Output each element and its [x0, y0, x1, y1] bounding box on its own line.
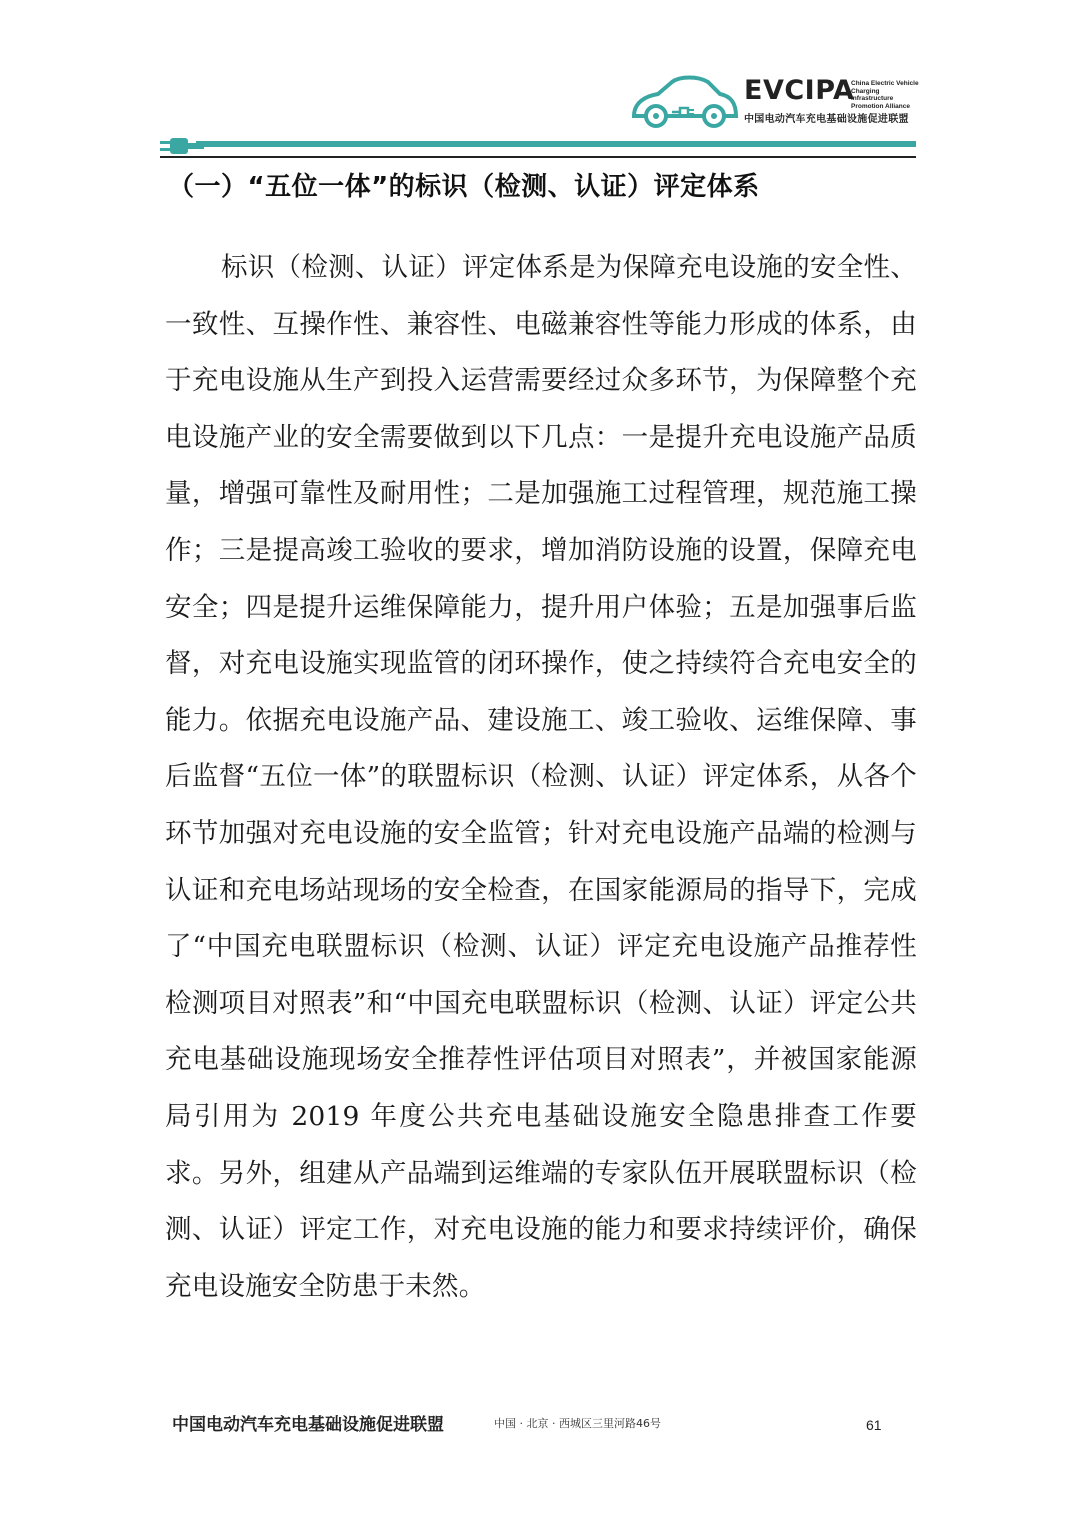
- logo-en-line: Promotion Alliance: [851, 102, 910, 110]
- logo-en-line: China Electric Vehicle: [851, 80, 919, 87]
- body-paragraph: 标识（检测、认证）评定体系是为保障充电设施的安全性、一致性、互操作性、兼容性、电磁兼容性等能力形成的体系，由于充电设施从生产到投入运营需要经过众多环节，为保障整个充电设施产业的安全需要做到以下几点：一是提升充电设施产品质量，增强可靠性及耐用性；二是加强施工过程管理，规范施工操作；三是提高竣工验收的要求，增加消防设施的设置，保障充电安全；四是提升运维保障能力，提升用户体验；五是加强事后监督，对充电设施实现监管的闭环操作，使之持续符合充电安全的能力。依据充电设施产品、建设施工、竣工验收、运维保障、事后监督“五位一体”的联盟标识（检测、认证）评定体系，从各个环节加强对充电设施的安全监管；针对充电设施产品端的检测与认证和充电场站现场的安全检查，在国家能源局的指导下，完成了“中国充电联盟标识（检测、认证）评定充电设施产品推荐性检测项目对照表”和“中国充电联盟标识（检测、认证）评定公共充电基础设施现场安全推荐性评估项目对照表”，并被国家能源局引用为 2019 年度公共充电基础设施安全隐患排查工作要求。另外，组建从产品端到运维端的专家队伍开展联盟标识（检测、认证）评定工作，对充电设施的能力和要求持续评价，确保充电设施安全防患于未然。: [165, 252, 917, 1302]
- logo-english-name: [851, 80, 923, 110]
- ev-car-logo-icon: [628, 72, 740, 130]
- logo-chinese-name: 中国电动汽车充电基础设施促进联盟: [744, 114, 909, 125]
- page-number: 61: [866, 1417, 882, 1433]
- header-rule-accent: [196, 141, 916, 147]
- section-title: （一）“五位一体”的标识（检测、认证）评定体系: [168, 172, 760, 202]
- header-rule: [160, 156, 916, 158]
- logo-title: EVCIPA: [744, 75, 855, 106]
- footer-address: 中国 · 北京 · 西城区三里河路46号: [494, 1417, 661, 1430]
- footer-organization: 中国电动汽车充电基础设施促进联盟: [172, 1415, 444, 1435]
- logo-en-line: Charging Infrastructure: [851, 87, 894, 102]
